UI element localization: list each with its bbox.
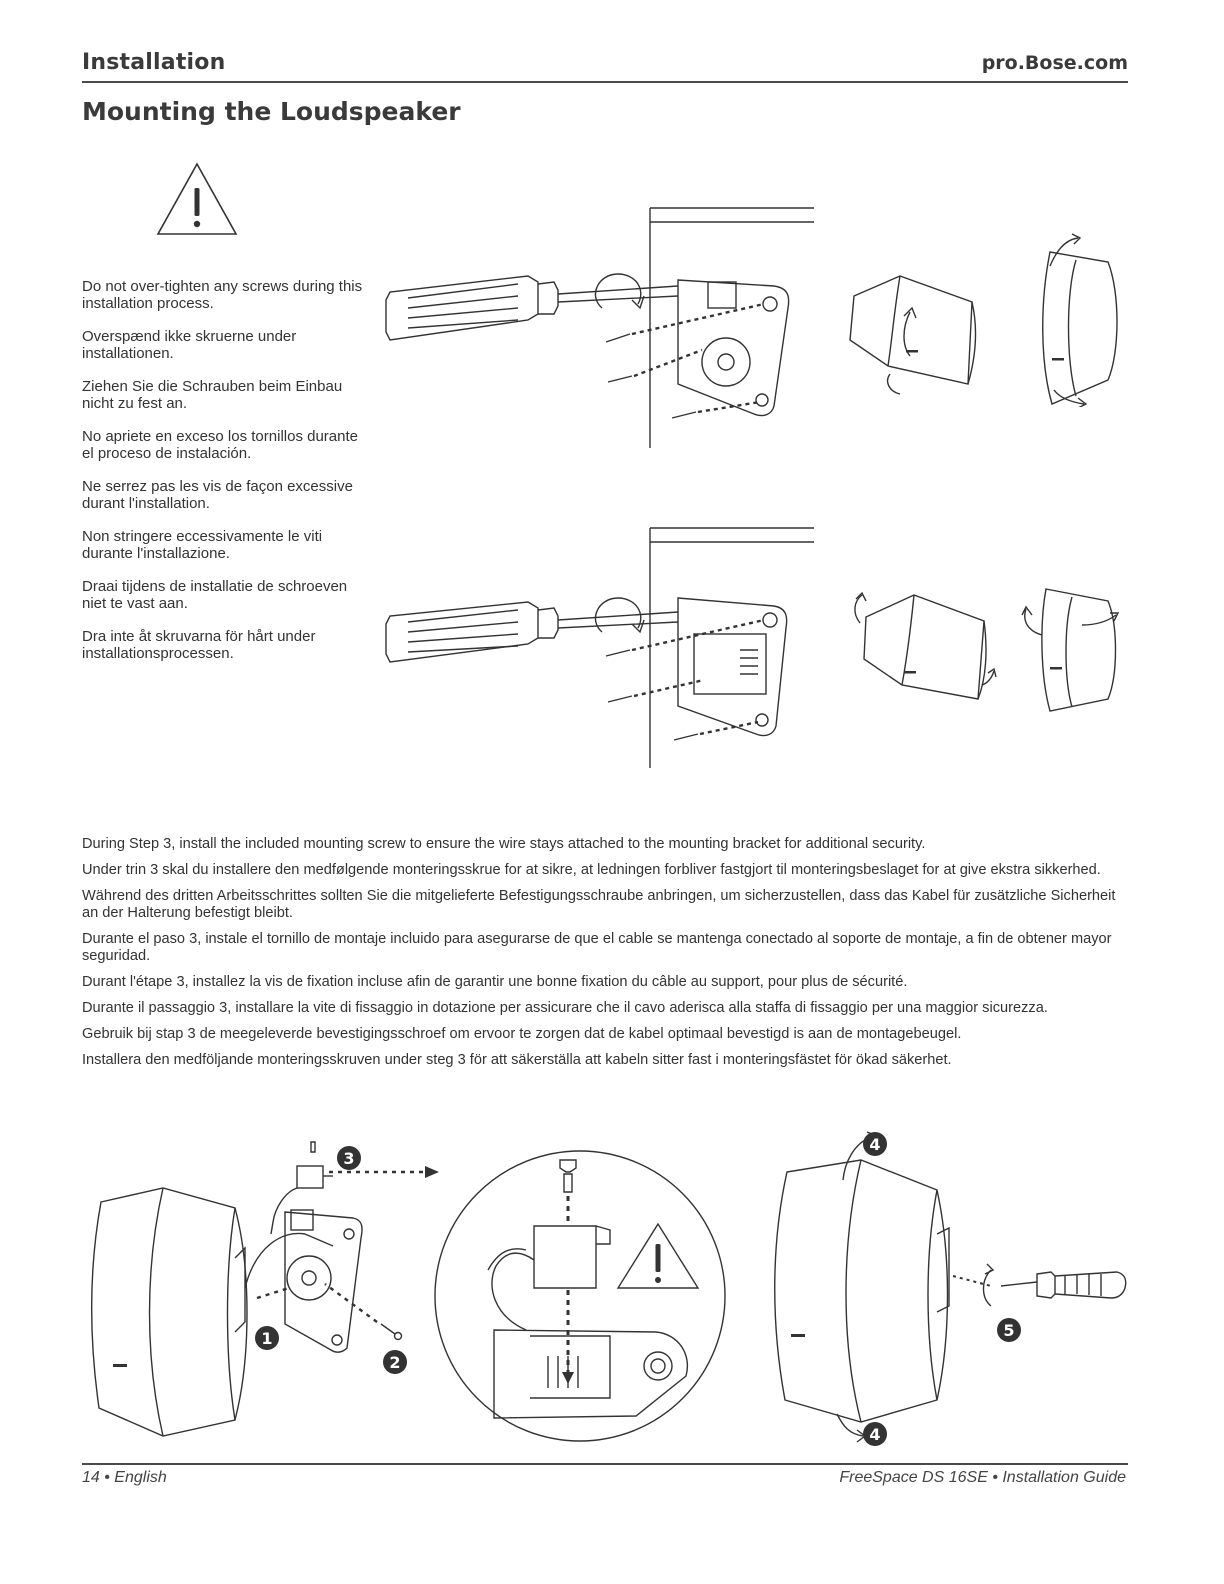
- info-de: Während des dritten Arbeitsschrittes sollten Sie die mitgelieferte Befestigungsschraube anbringen, um sicherzustellen, dass das Kabel für zusätzliche Sicherheit an der Halterung befestigt bleibt.: [82, 888, 1116, 921]
- header-site-link[interactable]: pro.Bose.com: [981, 52, 1128, 74]
- warning-text-list: [82, 278, 367, 678]
- security-screw-detail-illustration: [430, 1120, 730, 1460]
- speaker-rotate-fasten-illustration: [765, 1124, 1129, 1454]
- speaker-assembly-steps-illustration: [85, 1138, 445, 1456]
- security-screw-instructions: [82, 836, 1132, 1078]
- warning-es: No apriete en exceso los tornillos durante el proceso de instalación.: [82, 428, 358, 462]
- footer-divider: [82, 1463, 1128, 1465]
- info-es: Durante el paso 3, instale el tornillo de montaje incluido para asegurarse de que el cable se mantenga conectado al soporte de montaje, a fin de obtener mayor seguridad.: [82, 931, 1112, 964]
- step-5-label: 5: [1003, 1321, 1015, 1340]
- info-en: During Step 3, install the included mounting screw to ensure the wire stays attached to the mounting bracket for additional security.: [82, 836, 926, 852]
- info-da: Under trin 3 skal du installere den medfølgende monteringsskrue for at sikre, at ledningen forbliver fastgjort til monteringsbeslaget for at give ekstra sikkerhed.: [82, 862, 1101, 878]
- speaker-rotate-illustration-2: [846, 575, 1130, 715]
- warning-sv: Dra inte åt skruvarna för hårt under installationsprocessen.: [82, 628, 316, 662]
- warning-da: Overspænd ikke skruerne under installationen.: [82, 328, 297, 362]
- step-2-label: 2: [389, 1353, 401, 1372]
- warning-de: Ziehen Sie die Schrauben beim Einbau nicht zu fest an.: [82, 378, 343, 412]
- warning-nl: Draai tijdens de installatie de schroeven niet te vast aan.: [82, 578, 348, 612]
- footer-document-title: FreeSpace DS 16SE • Installation Guide: [839, 1469, 1126, 1486]
- page-title: Mounting the Loudspeaker: [82, 97, 461, 126]
- warning-it: Non stringere eccessivamente le viti durante l'installazione.: [82, 528, 323, 562]
- header-section-title: Installation: [82, 50, 226, 75]
- step-4-label-top: 4: [869, 1135, 881, 1154]
- warning-en: Do not over-tighten any screws during this installation process.: [82, 278, 363, 312]
- warning-fr: Ne serrez pas les vis de façon excessive durant l'installation.: [82, 478, 353, 512]
- bracket-mount-horizontal-illustration: [378, 200, 818, 450]
- footer-page-number: 14 • English: [82, 1469, 167, 1486]
- step-1-label: 1: [261, 1329, 273, 1348]
- info-fr: Durant l'étape 3, installez la vis de fixation incluse afin de garantir une bonne fixation du câble au support, pour plus de sécurité.: [82, 974, 908, 990]
- step-3-label: 3: [343, 1149, 355, 1168]
- info-sv: Installera den medföljande monteringsskruven under steg 3 för att säkerställa att kabeln sitter fast i monteringsfästet för ökad säkerhet.: [82, 1052, 952, 1068]
- info-nl: Gebruik bij stap 3 de meegeleverde bevestigingsschroef om ervoor te zorgen dat de kabel optimaal bevestigd is aan de montagebeugel.: [82, 1026, 962, 1042]
- speaker-rotate-illustration-1: [840, 232, 1130, 407]
- warning-icon: [154, 160, 240, 238]
- bracket-mount-vertical-illustration: [378, 520, 818, 770]
- info-it: Durante il passaggio 3, installare la vite di fissaggio in dotazione per assicurare che il cavo aderisca alla staffa di fissaggio per una maggior sicurezza.: [82, 1000, 1048, 1016]
- header-divider: [82, 81, 1128, 83]
- step-4-label-bottom: 4: [869, 1425, 881, 1444]
